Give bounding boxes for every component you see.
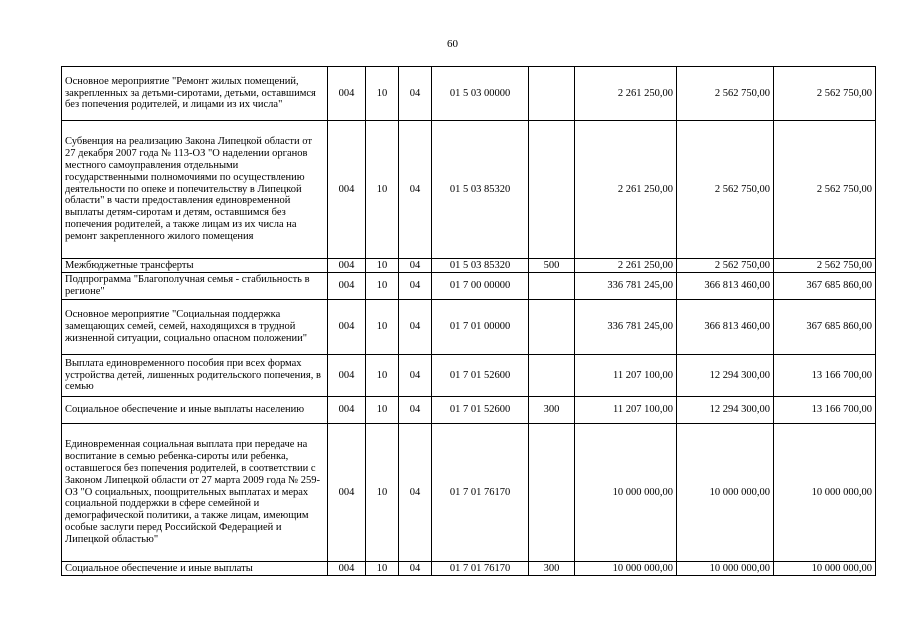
subsection-code: 04 [399, 300, 432, 355]
amount-year-3: 367 685 860,00 [774, 273, 876, 300]
row-name: Подпрограмма "Благополучная семья - стабильность в регионе" [62, 273, 328, 300]
amount-year-1: 11 207 100,00 [575, 355, 677, 397]
row-name: Основное мероприятие "Социальная поддержка замещающих семей, семей, находящихся в трудной жизненной ситуации, социально опасном положении" [62, 300, 328, 355]
amount-year-1: 336 781 245,00 [575, 273, 677, 300]
amount-year-1: 10 000 000,00 [575, 424, 677, 562]
subsection-code: 04 [399, 121, 432, 259]
ministry-code: 004 [328, 397, 366, 424]
amount-year-2: 366 813 460,00 [677, 273, 774, 300]
expense-type [529, 67, 575, 121]
amount-year-1: 336 781 245,00 [575, 300, 677, 355]
table-row [62, 424, 876, 562]
expense-type: 300 [529, 397, 575, 424]
expense-type [529, 273, 575, 300]
amount-year-3: 10 000 000,00 [774, 562, 876, 576]
table-row [62, 273, 876, 300]
page-number: 60 [447, 38, 458, 50]
amount-year-3: 2 562 750,00 [774, 259, 876, 273]
target-code: 01 7 01 76170 [432, 562, 529, 576]
ministry-code: 004 [328, 424, 366, 562]
expense-type: 500 [529, 259, 575, 273]
section-code: 10 [366, 273, 399, 300]
amount-year-1: 10 000 000,00 [575, 562, 677, 576]
ministry-code: 004 [328, 273, 366, 300]
amount-year-1: 2 261 250,00 [575, 121, 677, 259]
subsection-code: 04 [399, 67, 432, 121]
amount-year-1: 11 207 100,00 [575, 397, 677, 424]
amount-year-3: 10 000 000,00 [774, 424, 876, 562]
expense-type [529, 300, 575, 355]
row-name: Социальное обеспечение и иные выплаты населению [62, 397, 328, 424]
section-code: 10 [366, 259, 399, 273]
amount-year-2: 2 562 750,00 [677, 259, 774, 273]
ministry-code: 004 [328, 562, 366, 576]
target-code: 01 5 03 85320 [432, 259, 529, 273]
budget-table [61, 66, 876, 576]
section-code: 10 [366, 300, 399, 355]
row-name: Основное мероприятие "Ремонт жилых помещений, закрепленных за детьми-сиротами, детьми, оставшимся без попечения родителей, и лицами из их числа" [62, 67, 328, 121]
target-code: 01 5 03 85320 [432, 121, 529, 259]
target-code: 01 7 00 00000 [432, 273, 529, 300]
ministry-code: 004 [328, 121, 366, 259]
ministry-code: 004 [328, 300, 366, 355]
row-name: Социальное обеспечение и иные выплаты [62, 562, 328, 576]
amount-year-3: 13 166 700,00 [774, 397, 876, 424]
amount-year-2: 10 000 000,00 [677, 424, 774, 562]
amount-year-2: 10 000 000,00 [677, 562, 774, 576]
section-code: 10 [366, 562, 399, 576]
target-code: 01 5 03 00000 [432, 67, 529, 121]
expense-type [529, 424, 575, 562]
table-row [62, 355, 876, 397]
ministry-code: 004 [328, 259, 366, 273]
target-code: 01 7 01 76170 [432, 424, 529, 562]
amount-year-2: 366 813 460,00 [677, 300, 774, 355]
amount-year-3: 13 166 700,00 [774, 355, 876, 397]
table-row [62, 562, 876, 576]
amount-year-3: 2 562 750,00 [774, 67, 876, 121]
table-row [62, 121, 876, 259]
subsection-code: 04 [399, 273, 432, 300]
section-code: 10 [366, 424, 399, 562]
subsection-code: 04 [399, 397, 432, 424]
expense-type [529, 355, 575, 397]
ministry-code: 004 [328, 67, 366, 121]
row-name: Выплата единовременного пособия при всех формах устройства детей, лишенных родительского попечения, в семью [62, 355, 328, 397]
subsection-code: 04 [399, 259, 432, 273]
subsection-code: 04 [399, 424, 432, 562]
table-row [62, 259, 876, 273]
section-code: 10 [366, 121, 399, 259]
amount-year-2: 2 562 750,00 [677, 67, 774, 121]
amount-year-2: 2 562 750,00 [677, 121, 774, 259]
ministry-code: 004 [328, 355, 366, 397]
row-name: Межбюджетные трансферты [62, 259, 328, 273]
expense-type [529, 121, 575, 259]
target-code: 01 7 01 00000 [432, 300, 529, 355]
target-code: 01 7 01 52600 [432, 397, 529, 424]
subsection-code: 04 [399, 562, 432, 576]
amount-year-2: 12 294 300,00 [677, 397, 774, 424]
expense-type: 300 [529, 562, 575, 576]
table-row [62, 300, 876, 355]
row-name: Единовременная социальная выплата при передаче на воспитание в семью ребенка-сироты или ребенка, оставшегося без попечения родителей, в соответствии с Законом Липецкой области от 27 марта 2009 года № 259-ОЗ "О социальных, поощрительных выплатах и мерах социальной поддержки в сфере семейной и демографической политики, а также лицам, имеющим особые заслуги перед Российской Федерацией и Липецкой областью" [62, 424, 328, 562]
table-row [62, 67, 876, 121]
amount-year-1: 2 261 250,00 [575, 67, 677, 121]
section-code: 10 [366, 355, 399, 397]
amount-year-3: 367 685 860,00 [774, 300, 876, 355]
table-row [62, 397, 876, 424]
amount-year-2: 12 294 300,00 [677, 355, 774, 397]
amount-year-3: 2 562 750,00 [774, 121, 876, 259]
row-name: Субвенция на реализацию Закона Липецкой области от 27 декабря 2007 года № 113-ОЗ "О наделении органов местного самоуправления отдельными государственными полномочиями по осуществлению деятельности по опеке и попечительству в Липецкой области" в части предоставления единовременной выплаты детям-сиротам и детям, оставшимся без попечения родителей, а также лицам из их числа на ремонт закрепленного жилого помещения [62, 121, 328, 259]
amount-year-1: 2 261 250,00 [575, 259, 677, 273]
section-code: 10 [366, 397, 399, 424]
target-code: 01 7 01 52600 [432, 355, 529, 397]
section-code: 10 [366, 67, 399, 121]
subsection-code: 04 [399, 355, 432, 397]
